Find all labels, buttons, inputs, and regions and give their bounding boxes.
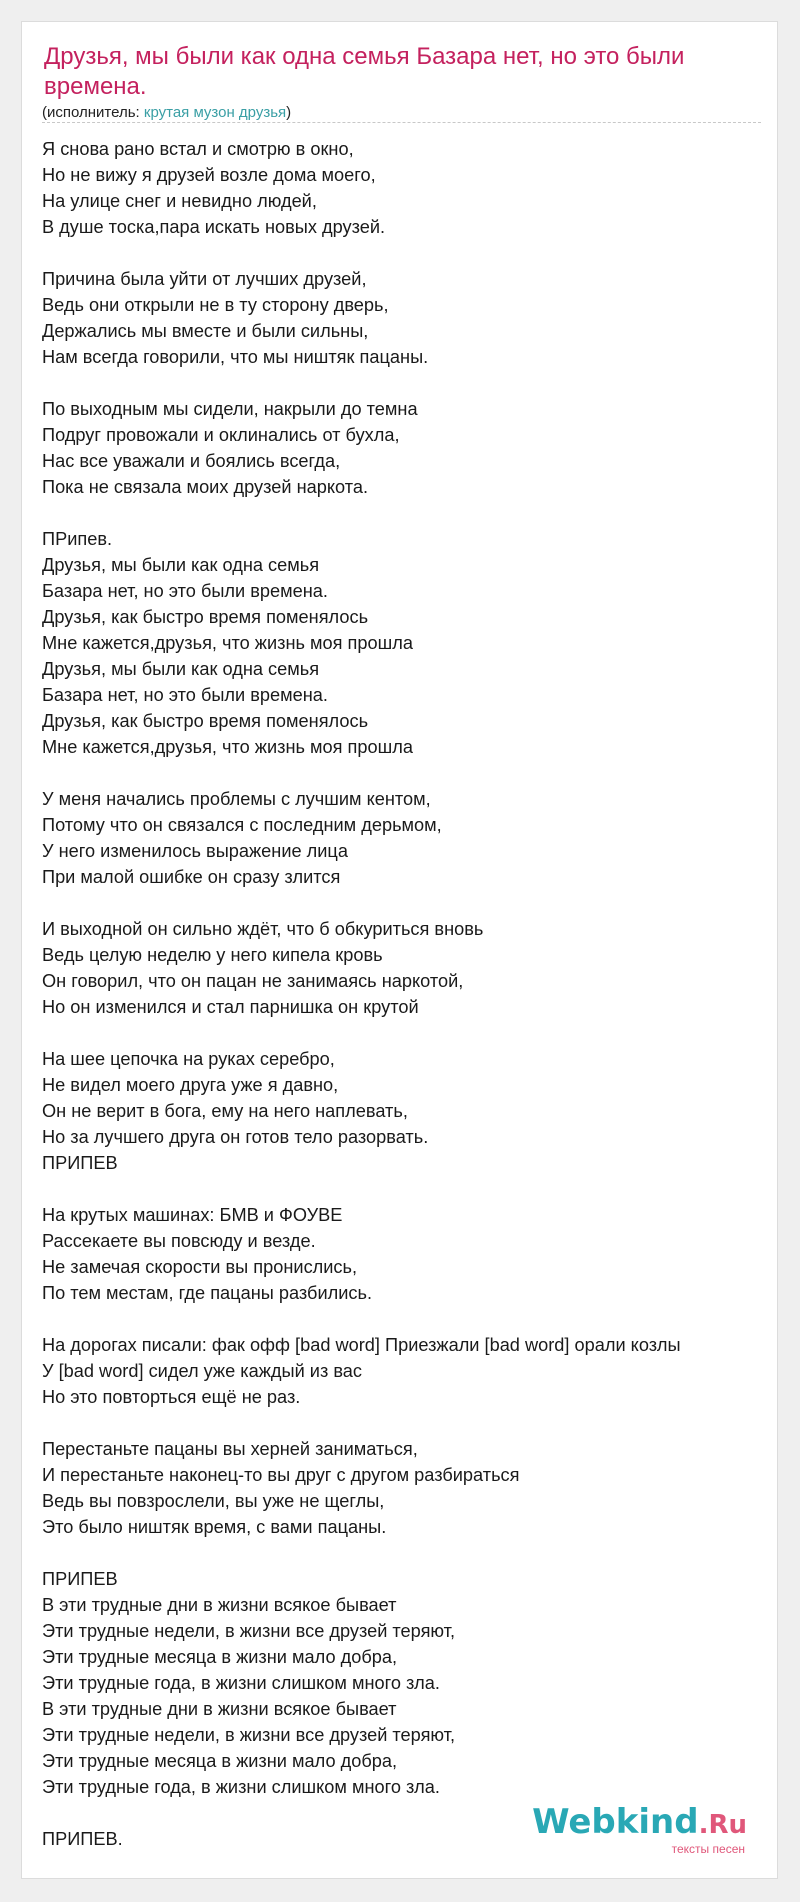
lyric-line: Рассекаете вы повсюду и везде. <box>42 1231 316 1251</box>
lyric-line: И перестаньте наконец-то вы друг с другом разбираться <box>42 1465 520 1485</box>
lyric-line: Ведь целую неделю у него кипела кровь <box>42 945 383 965</box>
lyric-line: Я снова рано встал и смотрю в окно, <box>42 139 354 159</box>
lyrics-text <box>42 136 782 1852</box>
stanza-gap <box>42 1176 782 1202</box>
performer-suffix: ) <box>286 104 292 121</box>
lyric-line: Базара нет, но это были времена. <box>42 581 328 601</box>
performer-link[interactable]: крутая музон друзья <box>143 104 287 121</box>
lyric-line: Эти трудные недели, в жизни все друзей теряют, <box>42 1621 456 1641</box>
lyric-line: Эти трудные года, в жизни слишком много зла. <box>42 1777 440 1797</box>
webkind-logo[interactable] <box>532 1802 747 1862</box>
lyric-line: Друзья, мы были как одна семья <box>42 659 320 679</box>
stanza-gap <box>42 240 782 266</box>
lyric-line: Перестаньте пацаны вы херней заниматься, <box>42 1439 418 1459</box>
stanza-gap <box>42 890 782 916</box>
lyric-line: Причина была уйти от лучших друзей, <box>42 269 367 289</box>
performer-prefix: (исполнитель: <box>42 104 144 121</box>
lyric-line: У меня начались проблемы с лучшим кентом, <box>42 789 431 809</box>
lyric-line: При малой ошибке он сразу злится <box>42 867 341 887</box>
lyric-line: Эти трудные года, в жизни слишком много зла. <box>42 1673 440 1693</box>
lyric-line: В душе тоска,пара искать новых друзей. <box>42 217 386 237</box>
lyric-line: Мне кажется,друзья, что жизнь моя прошла <box>42 737 413 757</box>
lyric-line: По тем местам, где пацаны разбились. <box>42 1283 372 1303</box>
lyric-line: У него изменилось выражение лица <box>42 841 348 861</box>
lyric-line: На крутых машинах: БМВ и ФОУВЕ <box>42 1205 343 1225</box>
lyric-line: Это было ништяк время, с вами пацаны. <box>42 1517 387 1537</box>
lyrics-card <box>21 21 778 1879</box>
lyric-line: Друзья, мы были как одна семья <box>42 555 320 575</box>
performer-line <box>42 104 291 121</box>
stanza-gap <box>42 1540 782 1566</box>
stanza-gap <box>42 370 782 396</box>
brand-subtitle: тексты песен <box>671 1842 745 1856</box>
dashed-divider <box>42 122 761 123</box>
lyric-line: Эти трудные недели, в жизни все друзей теряют, <box>42 1725 456 1745</box>
lyric-line: В эти трудные дни в жизни всякое бывает <box>42 1699 397 1719</box>
lyric-line: Пока не связала моих друзей наркота. <box>42 477 369 497</box>
lyric-line: ПРИПЕВ <box>42 1153 118 1173</box>
stanza-gap <box>42 1306 782 1332</box>
lyric-line: Подруг провожали и оклинались от бухла, <box>42 425 400 445</box>
brand-name <box>532 1802 747 1845</box>
lyric-line: Друзья, как быстро время поменялось <box>42 711 369 731</box>
lyric-line: Эти трудные месяца в жизни мало добра, <box>42 1751 398 1771</box>
stanza-gap <box>42 1410 782 1436</box>
lyric-line: Но это повторться ещё не раз. <box>42 1387 301 1407</box>
lyric-line: На улице снег и невидно людей, <box>42 191 317 211</box>
lyric-line: Он не верит в бога, ему на него наплевать, <box>42 1101 408 1121</box>
lyric-line: У [bad word] сидел уже каждый из вас <box>42 1361 363 1381</box>
lyric-line: По выходным мы сидели, накрыли до темна <box>42 399 418 419</box>
lyric-line: ПРипев. <box>42 529 113 549</box>
lyric-line: В эти трудные дни в жизни всякое бывает <box>42 1595 397 1615</box>
stanza-gap <box>42 500 782 526</box>
lyric-line: Нам всегда говорили, что мы ништяк пацаны. <box>42 347 429 367</box>
lyric-line: Держались мы вместе и были сильны, <box>42 321 369 341</box>
lyric-line: Не замечая скорости вы пронислись, <box>42 1257 358 1277</box>
lyric-line: Ведь они открыли не в ту сторону дверь, <box>42 295 389 315</box>
lyric-line: На шее цепочка на руках серебро, <box>42 1049 335 1069</box>
lyric-line: ПРИПЕВ <box>42 1569 118 1589</box>
lyric-line: Но он изменился и стал парнишка он крутой <box>42 997 419 1017</box>
lyric-line: ПРИПЕВ. <box>42 1829 123 1849</box>
lyric-line: Друзья, как быстро время поменялось <box>42 607 369 627</box>
lyric-line: Эти трудные месяца в жизни мало добра, <box>42 1647 398 1667</box>
lyric-line: Он говорил, что он пацан не занимаясь наркотой, <box>42 971 464 991</box>
stanza-gap <box>42 1020 782 1046</box>
stanza-gap <box>42 760 782 786</box>
lyric-line: Но за лучшего друга он готов тело разорвать. <box>42 1127 429 1147</box>
lyric-line: Мне кажется,друзья, что жизнь моя прошла <box>42 633 413 653</box>
lyric-line: Ведь вы повзрослели, вы уже не щеглы, <box>42 1491 385 1511</box>
brand-name-text: Webkind <box>532 1802 699 1842</box>
lyric-line: На дорогах писали: фак офф [bad word] Приезжали [bad word] орали козлы <box>42 1335 681 1355</box>
lyric-line: Нас все уважали и боялись всегда, <box>42 451 341 471</box>
lyric-line: Базара нет, но это были времена. <box>42 685 328 705</box>
brand-tld: .Ru <box>698 1810 747 1840</box>
lyric-line: И выходной он сильно ждёт, что б обкуриться вновь <box>42 919 484 939</box>
song-title: Друзья, мы были как одна семья Базара нет, но это были времена. <box>44 43 685 100</box>
lyric-line: Не видел моего друга уже я давно, <box>42 1075 339 1095</box>
lyric-line: Но не вижу я друзей возле дома моего, <box>42 165 376 185</box>
lyric-line: Потому что он связался с последним дерьмом, <box>42 815 442 835</box>
